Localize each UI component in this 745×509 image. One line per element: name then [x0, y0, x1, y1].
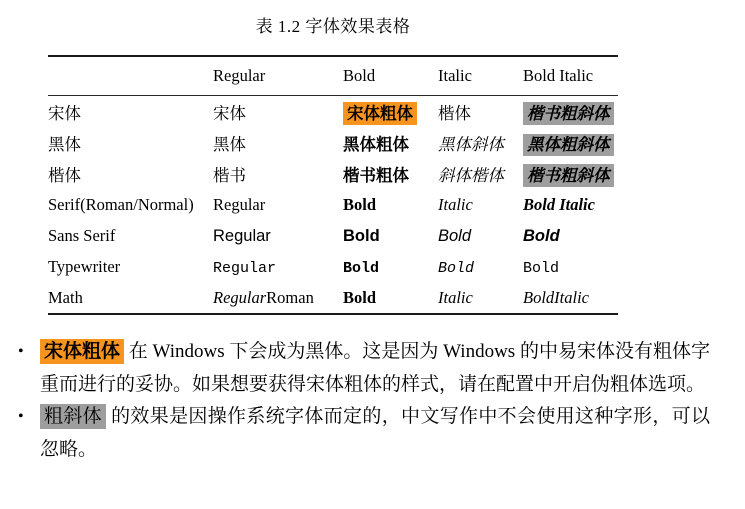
table-header-row: [48, 57, 618, 95]
text-segment: Math: [48, 287, 83, 307]
table-cell: [523, 226, 618, 246]
row-label-cell: [48, 162, 213, 186]
text-segment: Bold: [343, 287, 377, 307]
table-cell: [343, 131, 438, 155]
table-row: [48, 251, 618, 282]
text-segment: 宋体: [213, 103, 246, 123]
note-text: [40, 336, 710, 401]
font-effect-table: [48, 55, 618, 315]
bullet-marker: •: [18, 408, 24, 425]
note-text: [40, 401, 710, 466]
text-segment: 的效果是因操作系统字体而定的，中文写作中不会使用这种字形，可以忽略。: [40, 406, 710, 460]
text-segment: Sans Serif: [48, 225, 116, 245]
text-segment: Regular: [213, 226, 271, 245]
table-cell: [343, 288, 438, 308]
text-segment: 斜体楷体: [438, 165, 504, 185]
text-segment: 黑体粗体: [343, 135, 409, 154]
table-cell: [213, 131, 343, 155]
text-segment: BoldItalic: [523, 287, 589, 307]
table-bottom-rule: [48, 313, 618, 315]
table-row: [48, 96, 618, 127]
table-cell: [213, 195, 343, 215]
text-segment: Roman: [266, 287, 314, 307]
text-segment: Bold: [523, 226, 560, 245]
table-cell: [523, 162, 618, 186]
highlighted-text: 黑体粗斜体: [523, 134, 614, 156]
notes-list: [18, 336, 710, 466]
table-cell: [523, 288, 618, 308]
table-cell: [523, 131, 618, 155]
table-cell: [438, 257, 523, 277]
text-segment: Bold: [523, 259, 560, 277]
bullet-marker: •: [18, 343, 24, 360]
table-cell: [213, 162, 343, 186]
table-cell: [523, 195, 618, 215]
table-caption: 表 1.2 字体效果表格: [255, 17, 411, 36]
highlighted-text: 粗斜体: [40, 404, 106, 429]
text-segment: Bold: [343, 259, 380, 277]
text-segment: Bold: [438, 259, 475, 277]
table-cell: [438, 288, 523, 308]
text-segment: 楷书: [213, 165, 246, 185]
text-segment: Typewriter: [48, 256, 121, 276]
table-row: [48, 282, 618, 313]
text-segment: 在 Windows 下会成为黑体。这是因为 Windows 的中易宋体没有粗体字重而进行的妥协。如果想要获得宋体粗体的样式，请在配置中开启伪粗体选项。: [40, 341, 710, 395]
text-segment: 楷书粗体: [343, 165, 409, 185]
text-segment: Bold: [438, 226, 472, 245]
text-segment: 黑体斜体: [438, 135, 504, 154]
table-cell: [523, 257, 618, 277]
table-cell: [438, 226, 523, 246]
text-segment: Regular: [213, 259, 277, 277]
text-segment: Bold: [343, 226, 380, 245]
table-cell: [213, 100, 343, 124]
note-item: [18, 336, 710, 401]
table-cell: [523, 100, 618, 124]
text-segment: Italic: [438, 287, 473, 307]
table-row: [48, 220, 618, 251]
highlighted-text: 宋体粗体: [343, 102, 417, 125]
text-segment: Italic: [438, 194, 473, 214]
table-cell: [438, 162, 523, 186]
row-label-cell: [48, 257, 213, 277]
row-label-cell: [48, 131, 213, 155]
header-cell: Bold Italic: [523, 66, 594, 85]
header-cell: Italic: [438, 66, 472, 85]
table-cell: [438, 195, 523, 215]
row-label-cell: [48, 195, 213, 215]
highlighted-text: 楷书粗斜体: [523, 164, 614, 187]
table-cell: [213, 257, 343, 277]
text-segment: Regular: [213, 287, 267, 307]
text-segment: Serif(Roman/Normal): [48, 194, 194, 214]
table-row: [48, 158, 618, 189]
table-cell: [343, 100, 438, 124]
text-segment: Bold Italic: [523, 194, 595, 214]
table-row: [48, 189, 618, 220]
table-cell: [343, 195, 438, 215]
row-label-cell: [48, 226, 213, 246]
table-cell: [343, 162, 438, 186]
table-cell: [343, 257, 438, 277]
header-cell: Bold: [343, 66, 376, 85]
table-cell: [213, 288, 343, 308]
highlighted-text: 宋体粗体: [40, 339, 124, 364]
text-segment: 黑体: [213, 135, 246, 154]
text-segment: 宋体: [48, 103, 81, 123]
row-label-cell: [48, 288, 213, 308]
note-item: [18, 401, 710, 466]
table-row: [48, 127, 618, 158]
table-body: [48, 96, 618, 313]
table-cell: [343, 226, 438, 246]
row-label-cell: [48, 100, 213, 124]
table-cell: [438, 100, 523, 124]
header-cell: Regular: [213, 66, 266, 85]
table-cell: [213, 226, 343, 246]
highlighted-text: 楷书粗斜体: [523, 102, 614, 125]
table-cell: [438, 131, 523, 155]
text-segment: Regular: [213, 194, 266, 214]
text-segment: 楷体: [48, 165, 81, 185]
text-segment: 黑体: [48, 134, 81, 154]
text-segment: 楷体: [438, 103, 471, 123]
text-segment: Bold: [343, 194, 377, 214]
